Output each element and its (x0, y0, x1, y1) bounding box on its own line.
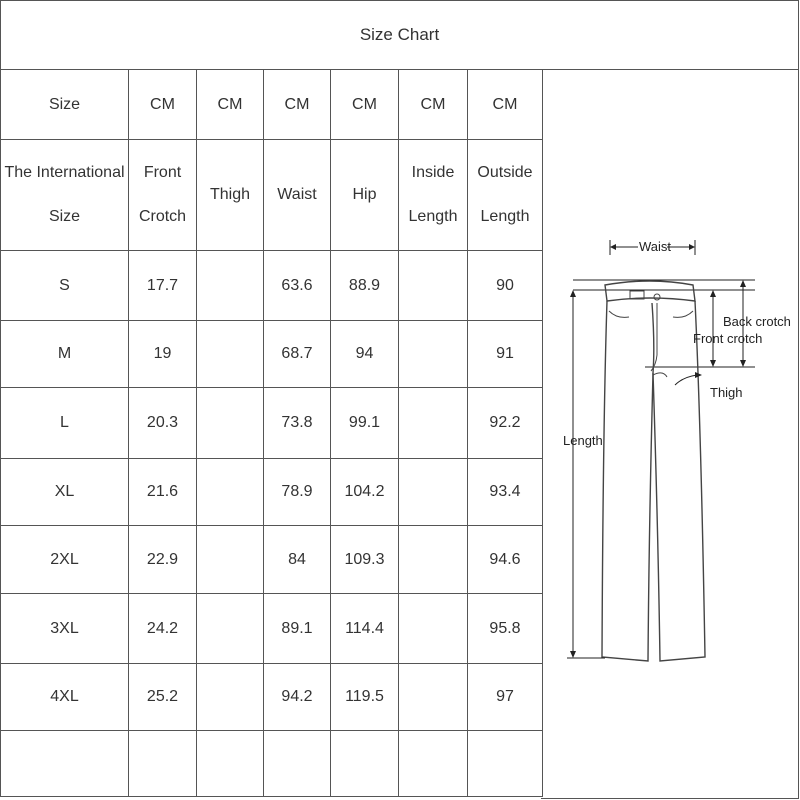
thigh-label: Thigh (710, 385, 743, 400)
label-line: Inside (411, 164, 455, 181)
table-row-cell-4: 109.3 (331, 526, 399, 594)
table-row-cell-1: 25.2 (129, 664, 197, 731)
label-line: Thigh (209, 186, 251, 203)
table-row-cell-6: 97 (468, 664, 543, 731)
table-row-cell-1: 20.3 (129, 388, 197, 459)
table-row-cell-6: 94.6 (468, 526, 543, 594)
length-label: Length (563, 433, 603, 448)
table-row-cell-2 (197, 321, 264, 388)
table-row-cell-4: 119.5 (331, 664, 399, 731)
table-row-cell-4: 114.4 (331, 594, 399, 664)
table-row-cell-3: 63.6 (264, 251, 331, 321)
table-row-cell-2 (197, 251, 264, 321)
label-line: Crotch (138, 208, 187, 225)
table-row (1, 321, 543, 388)
size-table (0, 69, 543, 797)
table-row-cell-2 (197, 526, 264, 594)
label-line: Waist (277, 186, 317, 203)
size-chart-title: Size Chart (0, 0, 799, 69)
label-line: Size (48, 208, 81, 225)
table-row-cell-6: 92.2 (468, 388, 543, 459)
table-row-cell-0: XL (1, 459, 129, 526)
table-row-cell-1: 22.9 (129, 526, 197, 594)
table-row-cell-1: 19 (129, 321, 197, 388)
table-row-cell-4: 104.2 (331, 459, 399, 526)
table-row-cell-1: 24.2 (129, 594, 197, 664)
table-row-cell-6: 93.4 (468, 459, 543, 526)
table-row-cell-4: 94 (331, 321, 399, 388)
table-row-cell-6: 91 (468, 321, 543, 388)
label-row-cell-3 (264, 140, 331, 251)
table-row-cell-0: 4XL (1, 664, 129, 731)
label-row-cell-4 (331, 140, 399, 251)
front-crotch-label: Front crotch (693, 331, 763, 346)
table-row-cell-6: 90 (468, 251, 543, 321)
header-row-cell-4: CM (331, 70, 399, 140)
table-row-cell-0: S (1, 251, 129, 321)
table-row-cell-2 (197, 388, 264, 459)
table-row (1, 526, 543, 594)
table-row-cell-0 (1, 731, 129, 797)
header-row-cell-1: CM (129, 70, 197, 140)
table-row-cell-0: L (1, 388, 129, 459)
table-row-cell-2 (197, 459, 264, 526)
table-row-cell-4: 99.1 (331, 388, 399, 459)
table-row-cell-3: 84 (264, 526, 331, 594)
table-row-cell-0: 2XL (1, 526, 129, 594)
header-row-cell-5: CM (399, 70, 468, 140)
table-row (1, 594, 543, 664)
label-line: The International (4, 164, 125, 181)
label-row (1, 140, 543, 251)
table-row-cell-0: 3XL (1, 594, 129, 664)
label-line: Length (480, 208, 530, 225)
table-row-cell-6 (468, 731, 543, 797)
table-row-cell-3 (264, 731, 331, 797)
table-row (1, 664, 543, 731)
table-row-cell-3: 94.2 (264, 664, 331, 731)
label-line: Hip (352, 186, 377, 203)
header-row (1, 70, 543, 140)
table-row (1, 251, 543, 321)
table-row-cell-5 (399, 321, 468, 388)
label-line: Length (408, 208, 458, 225)
label-line: Front (143, 164, 182, 181)
header-row-cell-2: CM (197, 70, 264, 140)
table-row-cell-5 (399, 594, 468, 664)
header-row-cell-6: CM (468, 70, 543, 140)
table-row-cell-3: 89.1 (264, 594, 331, 664)
label-line: Outside (477, 164, 533, 181)
table-row-cell-5 (399, 526, 468, 594)
header-row-cell-3: CM (264, 70, 331, 140)
back-crotch-label: Back crotch (723, 314, 791, 329)
table-row-cell-1: 21.6 (129, 459, 197, 526)
table-row-cell-2 (197, 594, 264, 664)
table-row-cell-5 (399, 731, 468, 797)
table-row-cell-2 (197, 731, 264, 797)
label-row-cell-0 (1, 140, 129, 251)
table-row (1, 731, 543, 797)
header-row-cell-0: Size (1, 70, 129, 140)
table-row-cell-5 (399, 664, 468, 731)
table-row-cell-4: 88.9 (331, 251, 399, 321)
label-row-cell-5 (399, 140, 468, 251)
table-row-cell-3: 73.8 (264, 388, 331, 459)
table-row-cell-4 (331, 731, 399, 797)
label-row-cell-6 (468, 140, 543, 251)
table-row (1, 388, 543, 459)
table-row-cell-1 (129, 731, 197, 797)
table-row-cell-6: 95.8 (468, 594, 543, 664)
label-row-cell-1 (129, 140, 197, 251)
table-row (1, 459, 543, 526)
table-row-cell-5 (399, 388, 468, 459)
pants-diagram (545, 225, 795, 685)
table-row-cell-3: 68.7 (264, 321, 331, 388)
table-row-cell-5 (399, 459, 468, 526)
table-row-cell-5 (399, 251, 468, 321)
table-row-cell-2 (197, 664, 264, 731)
table-row-cell-1: 17.7 (129, 251, 197, 321)
label-row-cell-2 (197, 140, 264, 251)
table-row-cell-0: M (1, 321, 129, 388)
waist-label: Waist (639, 239, 672, 254)
table-row-cell-3: 78.9 (264, 459, 331, 526)
